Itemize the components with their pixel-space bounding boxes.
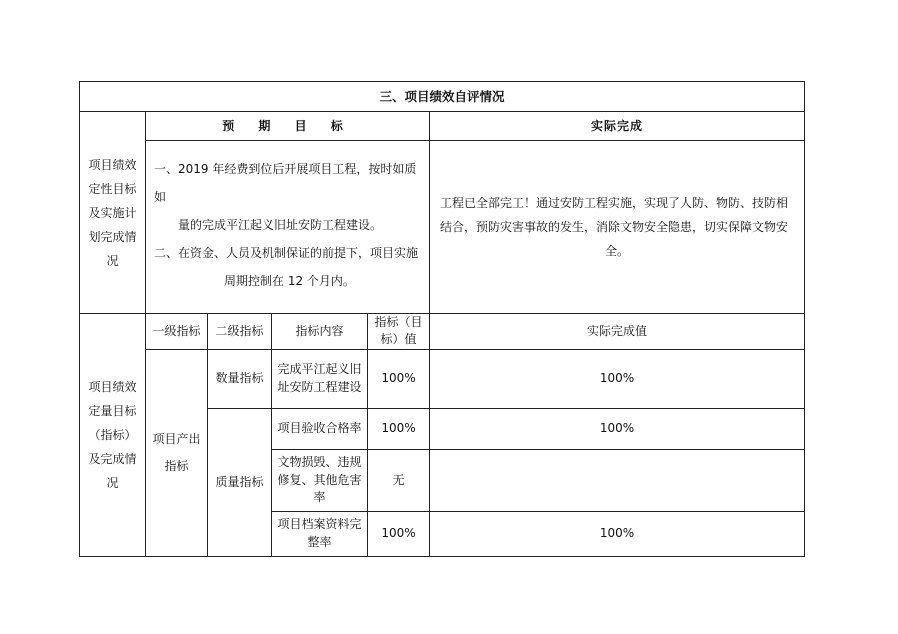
header-content: 指标内容 xyxy=(272,314,368,350)
expected-line-1: 一、2019 年经费到位后开展项目工程，按时如质如 xyxy=(154,161,417,204)
row-target: 100% xyxy=(368,511,430,556)
expected-line-2: 量的完成平江起义旧址安防工程建设。 xyxy=(178,217,383,232)
expected-goal-text xyxy=(146,141,430,314)
row-content: 项目验收合格率 xyxy=(272,408,368,449)
actual-tail-text: 全。 xyxy=(605,244,630,258)
header-level2: 二级指标 xyxy=(208,314,272,350)
row-content: 项目档案资料完整率 xyxy=(272,511,368,556)
qualitative-side-label: 项目绩效定性目标及实施计划完成情况 xyxy=(80,112,146,314)
row-target: 无 xyxy=(368,449,430,511)
performance-table xyxy=(79,81,805,557)
row-actual: 100% xyxy=(430,349,805,408)
header-level1: 一级指标 xyxy=(146,314,208,350)
header-target: 指标（目标）值 xyxy=(368,314,430,350)
group-quantity: 数量指标 xyxy=(208,349,272,408)
row-actual: 100% xyxy=(430,408,805,449)
row-target: 100% xyxy=(368,349,430,408)
expected-line-4: 周期控制在 12 个月内。 xyxy=(224,274,355,289)
actual-main-text: 工程已全部完工！通过安防工程实施，实现了人防、物防、技防相结合，预防灾害事故的发生，消除文物安全隐患，切实保障文物安 xyxy=(440,196,789,234)
section-title: 三、项目绩效自评情况 xyxy=(80,82,805,112)
row-actual: 100% xyxy=(430,511,805,556)
header-actual: 实际完成值 xyxy=(430,314,805,350)
expected-line-3: 二、在资金、人员及机制保证的前提下，项目实施 xyxy=(154,246,419,261)
group-quality: 质量指标 xyxy=(208,408,272,556)
actual-completion-text xyxy=(430,141,805,314)
expected-goal-header: 预 期 目 标 xyxy=(146,112,430,141)
row-target: 100% xyxy=(368,408,430,449)
row-actual xyxy=(430,449,805,511)
quantitative-side-label: 项目绩效定量目标（指标）及完成情况 xyxy=(80,314,146,557)
actual-completion-header: 实际完成 xyxy=(430,112,805,141)
row-content: 文物损毁、违规修复、其他危害率 xyxy=(272,449,368,511)
row-content: 完成平江起义旧址安防工程建设 xyxy=(272,349,368,408)
level1-value: 项目产出指标 xyxy=(146,349,208,556)
